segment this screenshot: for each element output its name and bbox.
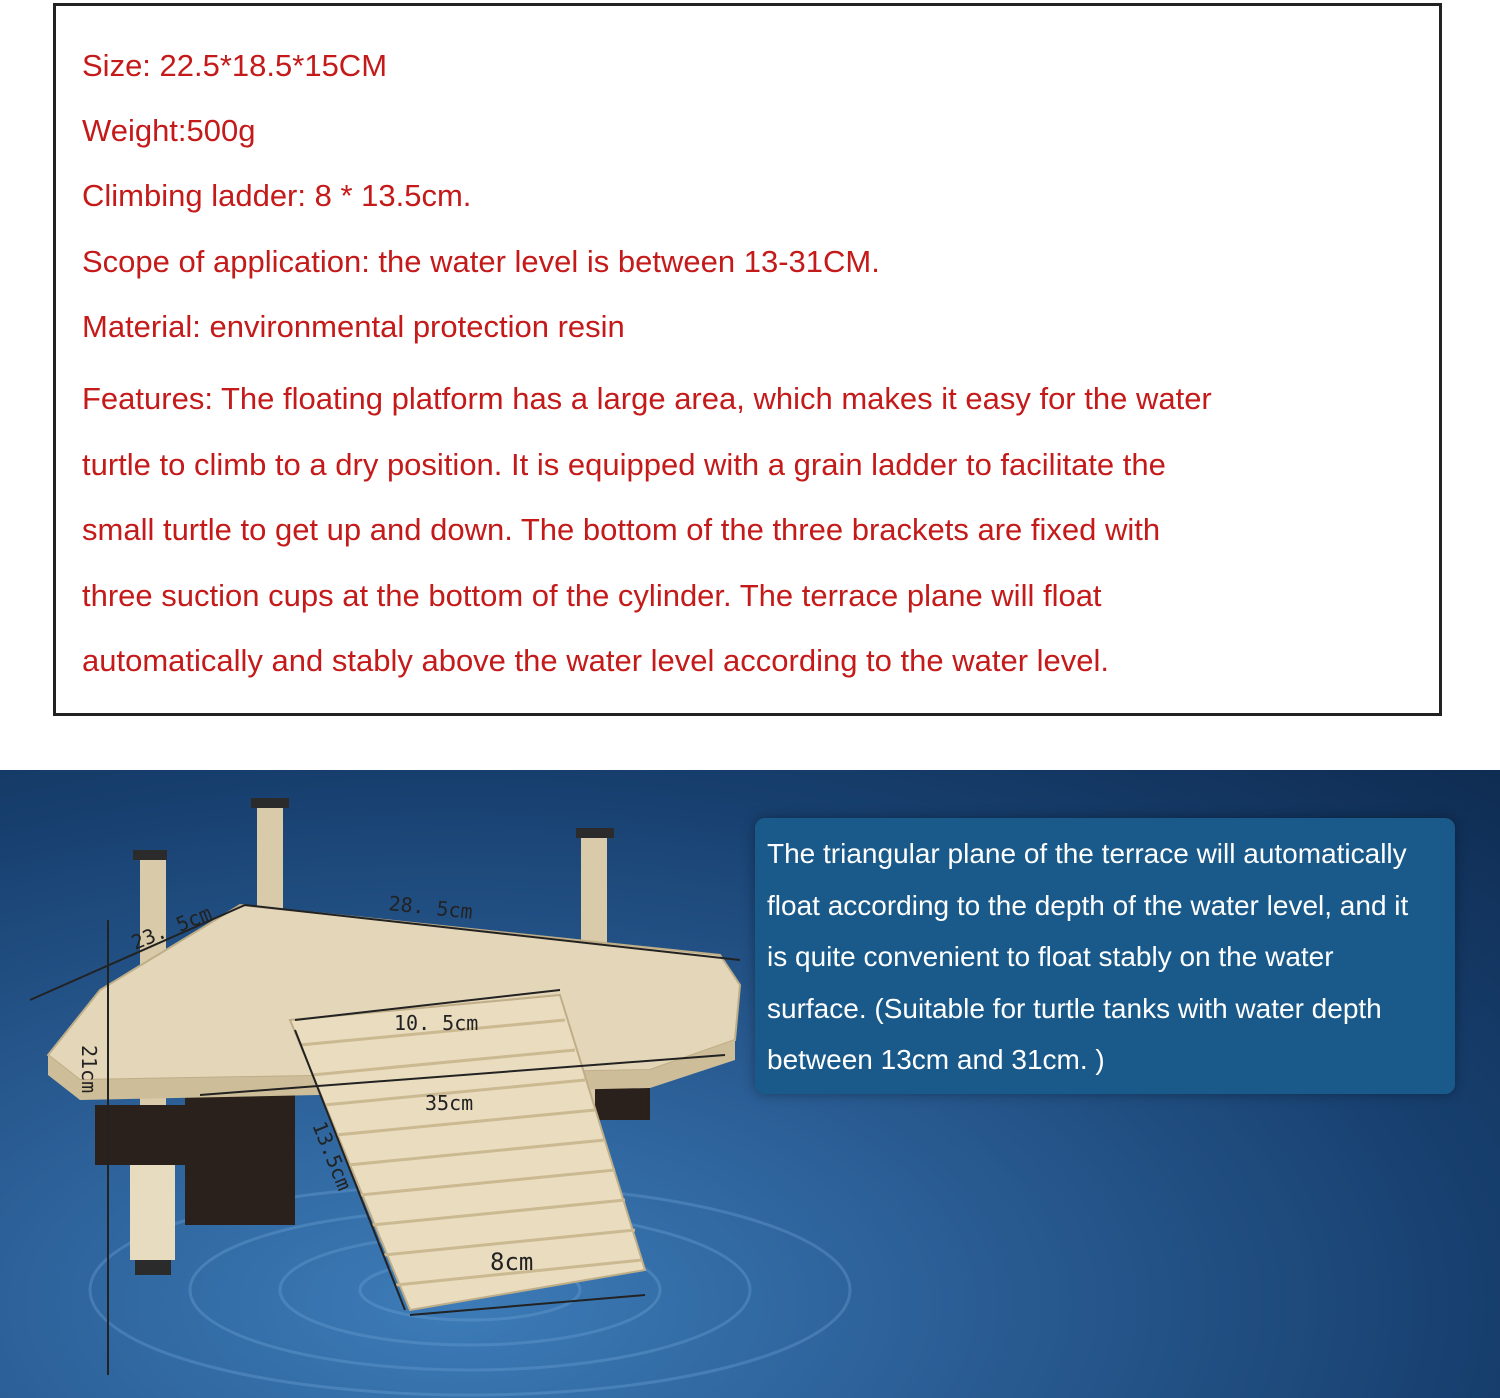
spec-weight: Weight:500g	[82, 113, 256, 148]
info-line: surface. (Suitable for turtle tanks with water depth	[767, 992, 1382, 1024]
info-line: between 13cm and 31cm. )	[767, 1044, 1105, 1076]
dim-height-label: 21cm	[77, 1045, 101, 1094]
features-line: three suction cups at the bottom of the cylinder. The terrace plane will float	[82, 577, 1102, 613]
features-line: automatically and stably above the water level according to the water level.	[82, 643, 1110, 678]
spec-size: Size: 22.5*18.5*15CM	[82, 48, 388, 83]
spec-material: Material: environmental protection resin	[82, 309, 625, 344]
info-line: is quite convenient to float stably on the water	[767, 941, 1334, 973]
spec-ladder: Climbing ladder: 8 * 13.5cm.	[82, 178, 472, 213]
info-line: float according to the depth of the water level, and it	[767, 889, 1409, 921]
dim-ladder-base-label: 8cm	[490, 1248, 534, 1276]
dim-ladder-width-label: 10. 5cm	[394, 1011, 479, 1035]
features-line: turtle to climb to a dry position. It is equipped with a grain ladder to facilitate the	[82, 446, 1166, 482]
info-line: The triangular plane of the terrace will automatically	[767, 838, 1407, 869]
specification-box	[53, 3, 1442, 716]
features-line: small turtle to get up and down. The bottom of the three brackets are fixed with	[82, 512, 1161, 547]
info-text	[767, 828, 1452, 1086]
features-line: Features: The floating platform has a large area, which makes it easy for the water	[82, 381, 1212, 416]
dim-ladder-length-label: 13.5cm	[307, 1117, 357, 1194]
spec-scope: Scope of application: the water level is between 13-31CM.	[82, 244, 880, 279]
dim-width-label: 28. 5cm	[387, 891, 474, 924]
dim-depth-label: 23. 5cm	[127, 900, 216, 955]
dim-span-label: 35cm	[425, 1091, 474, 1115]
spec-features	[82, 366, 1342, 694]
info-panel	[755, 818, 1455, 1094]
